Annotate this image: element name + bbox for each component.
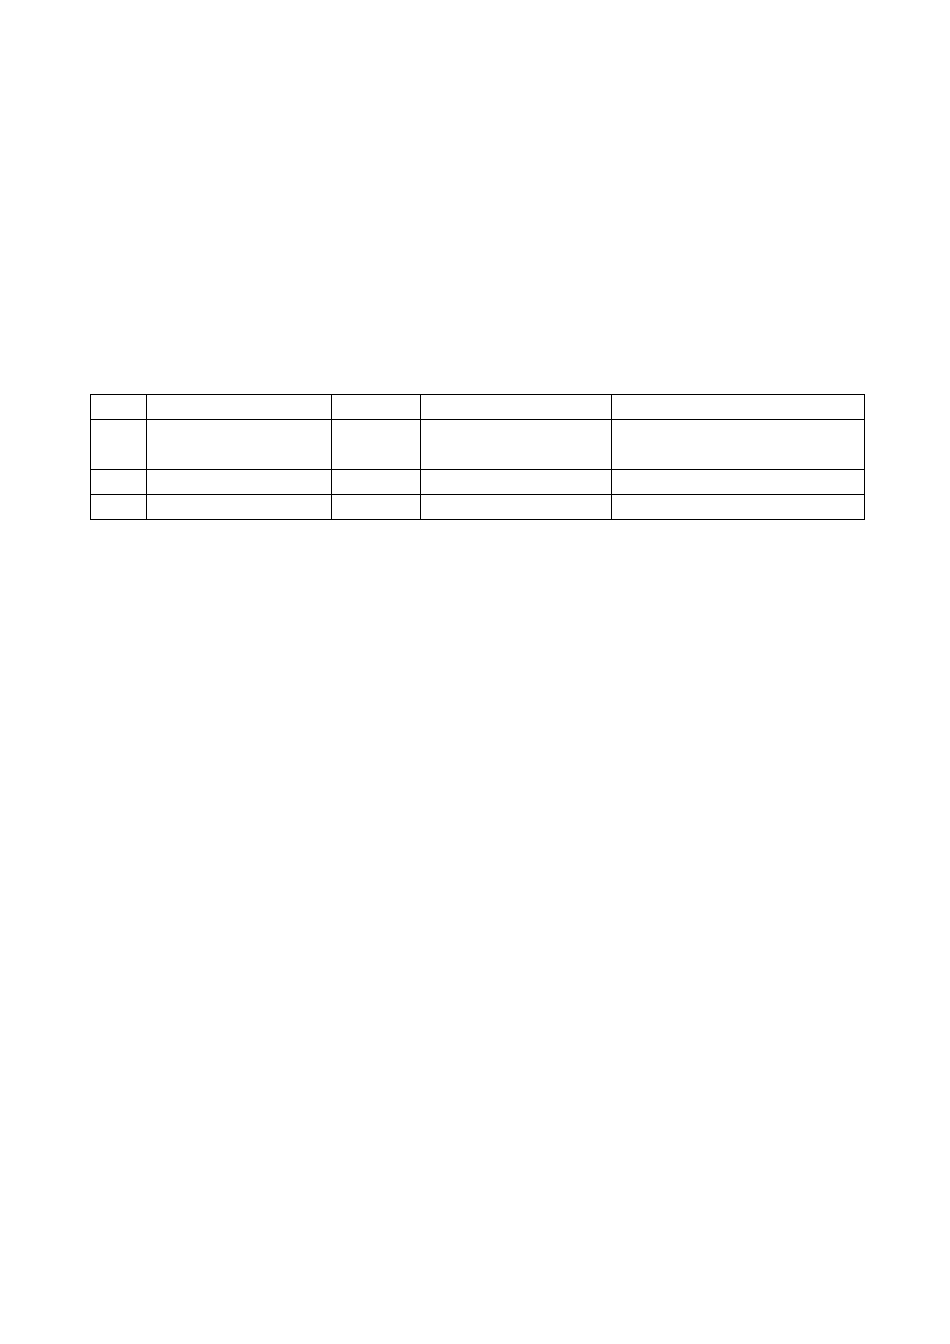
cell-note — [612, 495, 865, 520]
cell-qty — [332, 470, 421, 495]
header-calc — [421, 395, 612, 420]
cell-no — [91, 470, 147, 495]
background-title — [90, 94, 865, 119]
cell-content — [147, 495, 332, 520]
cell-calc — [421, 470, 612, 495]
table-title — [90, 369, 865, 394]
header-note — [612, 395, 865, 420]
table-row — [91, 420, 865, 470]
header-qty — [332, 395, 421, 420]
diagram-caption — [90, 343, 865, 369]
cell-content — [147, 420, 332, 470]
table-header-row — [91, 395, 865, 420]
network-diagram-svg — [90, 126, 865, 341]
cell-qty — [332, 420, 421, 470]
cell-qty — [332, 495, 421, 520]
section-title — [90, 44, 865, 69]
document-page — [90, 44, 865, 520]
header-content — [147, 395, 332, 420]
cell-note — [612, 470, 865, 495]
cell-no — [91, 495, 147, 520]
table-row — [91, 495, 865, 520]
cell-calc — [421, 495, 612, 520]
cell-no — [91, 420, 147, 470]
case-number — [90, 69, 865, 94]
claims-table — [90, 394, 865, 520]
header-no — [91, 395, 147, 420]
cell-note — [612, 420, 865, 470]
cell-content — [147, 470, 332, 495]
table-row — [91, 470, 865, 495]
cell-calc — [421, 420, 612, 470]
network-diagram — [90, 126, 865, 341]
